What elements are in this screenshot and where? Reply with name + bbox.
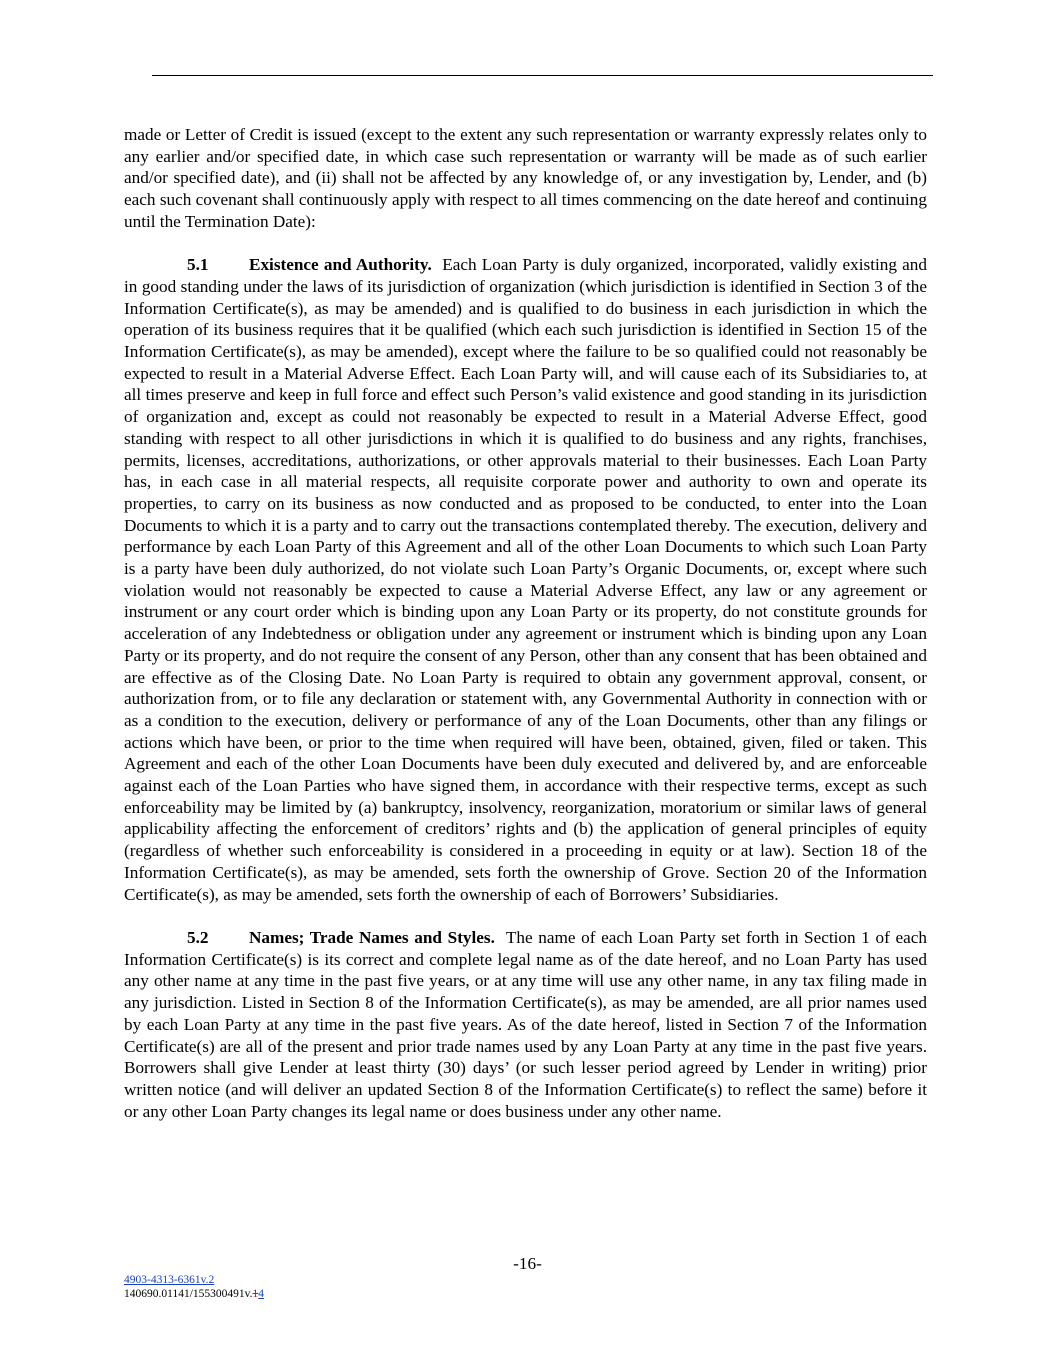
section-text: The name of each Loan Party set forth in Section 1 of each Information Certificate(s) is its correct and complete legal name as of the date hereof, and no Loan Party has used any other name at any time in the past five years, or at any time will use any other name, in any tax filing made in any jurisdiction. Listed in Section 8 of the Information Certificate(s), as may be amended, are all prior names used by each Loan Party at any time in the past five years. As of the date hereof, listed in Section 7 of the Information Certificate(s) are all of the present and prior trade names used by any Loan Party at any time in the past five years. Borrowers shall give Lender at least thirty (30) days’ (or such lesser period agreed by Lender in writing) prior written notice (and will deliver an updated Section 8 of the Information Certificate(s) to reflect the same) before it or any other Loan Party changes its legal name or does business under any other name. <box>124 927 927 1121</box>
footer <box>124 1273 264 1301</box>
file-id-prefix: 140690.01141/155300491v. <box>124 1288 253 1300</box>
page-number: -16- <box>513 1254 542 1273</box>
intro-paragraph: made or Letter of Credit is issued (except to the extent any such representation or warranty expressly relates only to any earlier and/or specified date, in which case such representation or warranty will be made as of such earlier and/or specified date), and (ii) shall not be affected by any knowledge of, or any investigation by, Lender, and (b) each such covenant shall continuously apply with respect to all times commencing on the date hereof and continuing until the Termination Date): <box>124 125 927 231</box>
section-text: Each Loan Party is duly organized, incorporated, validly existing and in good standing under the laws of its jurisdiction of organization (which jurisdiction is identified in Section 3 of the Information Certificate(s), as may be amended) and is qualified to do business in each jurisdiction in which the operation of its business requires that it be qualified (which each such jurisdiction is identified in Section 15 of the Information Certificate(s), as may be amended), except where the failure to be so qualified could not reasonably be expected to result in a Material Adverse Effect. Each Loan Party will, and will cause each of its Subsidiaries to, at all times preserve and keep in full force and effect such Person’s valid existence and good standing in its jurisdiction of organization and, except as could not reasonably be expected to result in a Material Adverse Effect, good standing with respect to all other jurisdictions in which it is qualified to do business and any rights, franchises, permits, licenses, accreditations, authorizations, or other approvals material to their businesses. Each Loan Party has, in each case in all material respects, all requisite corporate power and authority to own and operate its properties, to carry on its business as now conducted and as proposed to be conducted, to enter into the Loan Documents to which it is a party and to carry out the transactions contemplated thereby. The execution, delivery and performance by each Loan Party of this Agreement and all of the other Loan Documents to which such Loan Party is a party have been duly authorized, do not violate such Loan Party’s Organic Documents, or, except where such violation would not reasonably be expected to cause a Material Adverse Effect, any law or any agreement or instrument or any court order which is binding upon any Loan Party or its property, do not constitute grounds for acceleration of any Indebtedness or obligation under any agreement or instrument which is binding upon any Loan Party or its property, and do not require the consent of any Person, other than any consent that has been obtained and are effective as of the Closing Date. No Loan Party is required to obtain any government approval, consent, or authorization from, or to file any declaration or statement with, any Governmental Authority in connection with or as a condition to the execution, delivery or performance of any of the Loan Documents, other than any filings or actions which have been, or prior to the time when required will have been, obtained, given, filed or taken. This Agreement and each of the other Loan Documents have been duly executed and delivered by, and are enforceable against each of the Loan Parties who have signed them, in accordance with their respective terms, except as such enforceability may be limited by (a) bankruptcy, insolvency, reorganization, moratorium or similar laws of general applicability affecting the enforcement of creditors’ rights and (b) the application of general principles of equity (regardless of whether such enforceability is considered in a proceeding in equity or at law). Section 18 of the Information Certificate(s), as may be amended, sets forth the ownership of Grove. Section 20 of the Information Certificate(s), as may be amended, sets forth the ownership of each of Borrowers’ Subsidiaries. <box>124 255 927 904</box>
version-inserted: 4 <box>258 1288 265 1300</box>
header-rule <box>152 75 933 76</box>
file-id <box>124 1287 264 1301</box>
section-number: 5.1 <box>187 255 209 275</box>
document-body <box>124 124 927 1122</box>
doc-id-link[interactable]: 4903-4313-6361v.2 <box>124 1274 215 1286</box>
section-heading: Names; Trade Names and Styles. <box>249 927 495 947</box>
section-number: 5.2 <box>187 927 209 947</box>
section-heading: Existence and Authority. <box>249 255 432 275</box>
version-deleted: 1 <box>252 1288 259 1300</box>
section-5-2 <box>124 927 927 1122</box>
section-5-1 <box>124 254 927 905</box>
